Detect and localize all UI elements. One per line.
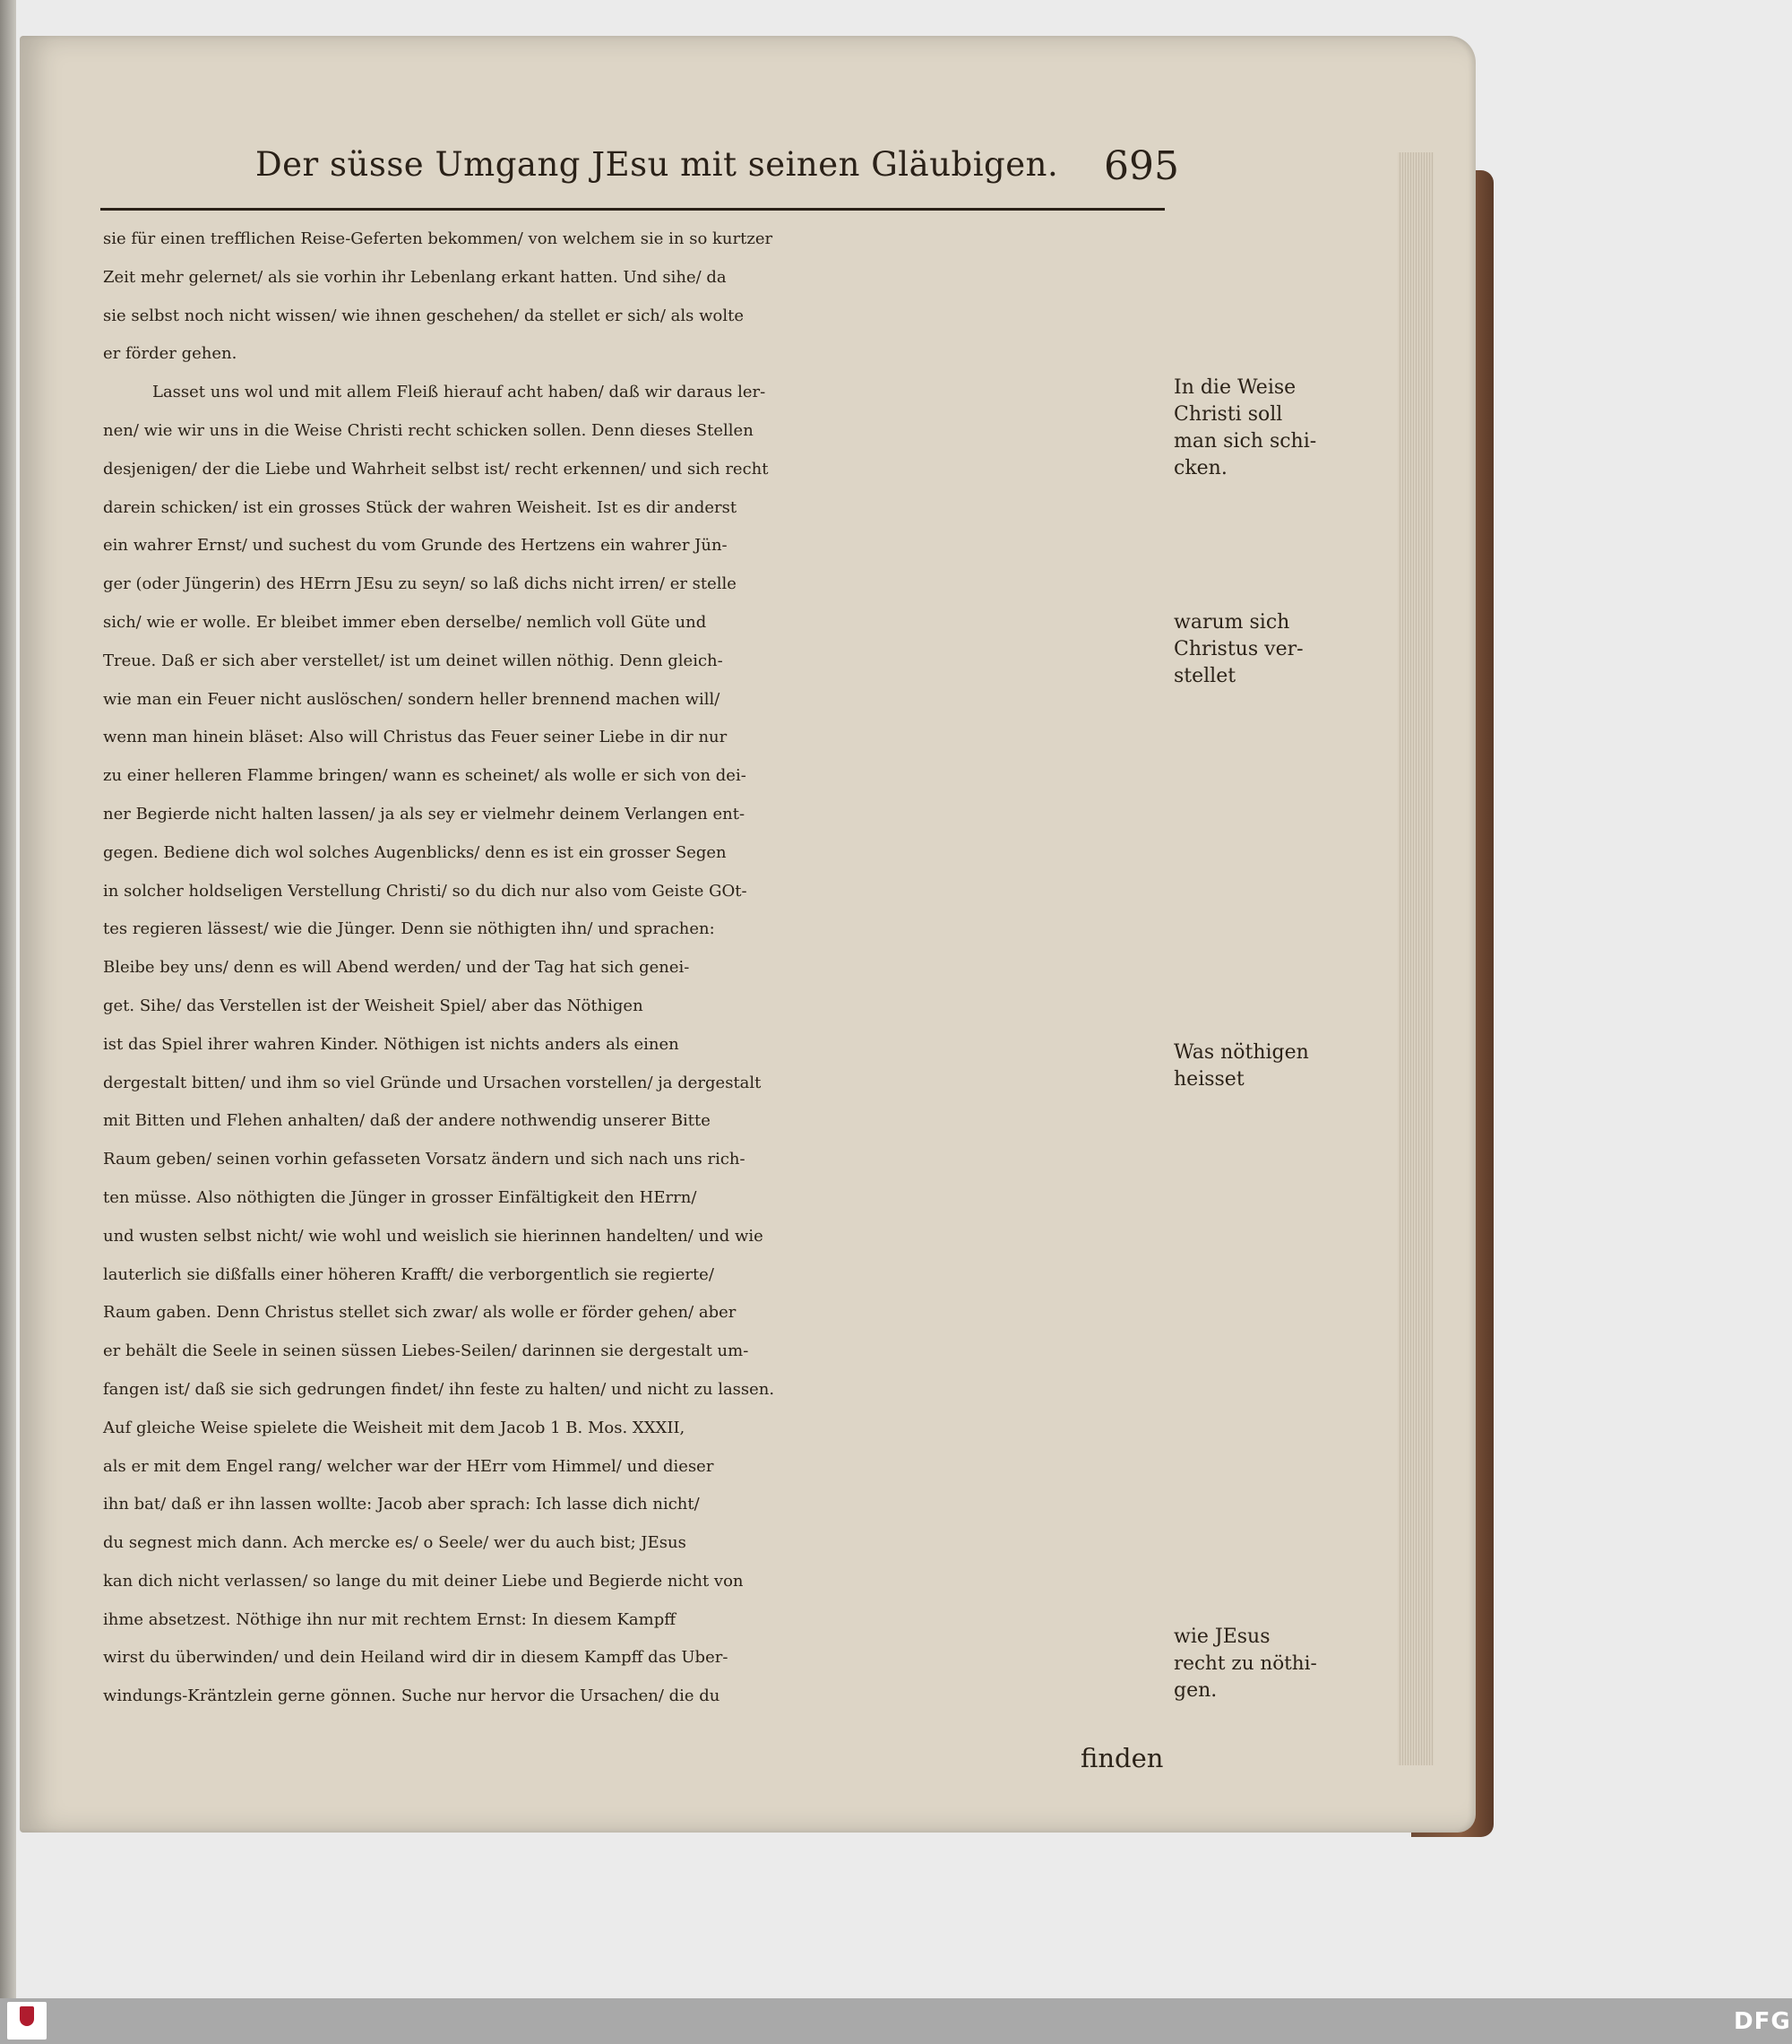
text-line: Raum geben/ seinen vorhin gefasseten Vorsatz ändern und sich nach uns rich- — [103, 1150, 745, 1169]
text-line: ihn bat/ daß er ihn lassen wollte: Jacob aber sprach: Ich lasse dich nicht/ — [103, 1495, 700, 1514]
margin-note-line: man sich schi- — [1174, 430, 1317, 453]
margin-note — [1174, 1039, 1317, 1093]
text-line: mit Bitten und Flehen anhalten/ daß der andere nothwendig unserer Bitte — [103, 1111, 711, 1131]
text-line: sich/ wie er wolle. Er bleibet immer eben derselbe/ nemlich voll Güte und — [103, 612, 707, 632]
margin-note-line: Was nöthigen — [1174, 1041, 1309, 1064]
text-line: als er mit dem Engel rang/ welcher war der HErr vom Himmel/ und dieser — [103, 1456, 714, 1476]
text-line: Zeit mehr gelernet/ als sie vorhin ihr Lebenlang erkant hatten. Und sihe/ da — [103, 267, 727, 287]
text-line: sie selbst noch nicht wissen/ wie ihnen geschehen/ da stellet er sich/ als wolte — [103, 306, 744, 325]
margin-note-line: recht zu nöthi- — [1174, 1652, 1317, 1675]
text-line: er behält die Seele in seinen süssen Liebes-Seilen/ darinnen sie dergestalt um- — [103, 1341, 749, 1361]
body-text — [103, 220, 1178, 1716]
text-line: Auf gleiche Weise spielete die Weisheit mit dem Jacob 1 B. Mos. XXXII, — [103, 1418, 685, 1437]
margin-note-line: warum sich — [1174, 611, 1290, 634]
text-line: kan dich nicht verlassen/ so lange du mit deiner Liebe und Begierde nicht von — [103, 1571, 744, 1591]
text-line: er förder gehen. — [103, 344, 237, 364]
text-line: wirst du überwinden/ und dein Heiland wird dir in diesem Kampff das Uber- — [103, 1648, 728, 1668]
text-line: windungs-Kräntzlein gerne gönnen. Suche nur hervor die Ursachen/ die du — [103, 1686, 720, 1706]
text-line: Treue. Daß er sich aber verstellet/ ist um deinet willen nöthig. Denn gleich- — [103, 651, 723, 670]
text-line: darein schicken/ ist ein grosses Stück der wahren Weisheit. Ist es dir anderst — [103, 497, 737, 517]
library-logo — [7, 2002, 47, 2040]
header-rule — [100, 208, 1165, 211]
text-line: wie man ein Feuer nicht auslöschen/ sondern heller brennend machen will/ — [103, 689, 720, 709]
catchword: finden — [1081, 1743, 1164, 1773]
text-line: ten müsse. Also nöthigten die Jünger in grosser Einfältigkeit den HErrn/ — [103, 1187, 697, 1207]
margin-note-line: wie JEsus — [1174, 1626, 1271, 1648]
text-line: ger (oder Jüngerin) des HErrn JEsu zu seyn/ so laß dichs nicht irren/ er stelle — [103, 574, 737, 594]
text-line: ihme absetzest. Nöthige ihn nur mit rechtem Ernst: In diesem Kampff — [103, 1609, 676, 1629]
viewer-footer-bar — [0, 1998, 1792, 2044]
margin-note-line: heisset — [1174, 1068, 1245, 1091]
page-edges — [1398, 152, 1434, 1765]
margin-note — [1174, 609, 1317, 690]
text-line: ein wahrer Ernst/ und suchest du vom Grunde des Hertzens ein wahrer Jün- — [103, 536, 728, 556]
margin-note-line: gen. — [1174, 1679, 1218, 1702]
text-line: fangen ist/ daß sie sich gedrungen findet/ ihn feste zu halten/ und nicht zu lassen. — [103, 1379, 775, 1399]
library-crest-icon — [20, 2006, 34, 2026]
text-line: Lasset uns wol und mit allem Fleiß hierauf acht haben/ daß wir daraus ler- — [152, 383, 766, 402]
text-line: in solcher holdseligen Verstellung Christi/ so du dich nur also vom Geiste GOt- — [103, 881, 747, 901]
book-edge — [0, 0, 16, 1998]
margin-note-line: cken. — [1174, 457, 1228, 479]
text-line: ist das Spiel ihrer wahren Kinder. Nöthigen ist nichts anders als einen — [103, 1034, 679, 1054]
text-line: ner Begierde nicht halten lassen/ ja als sey er vielmehr deinem Verlangen ent- — [103, 804, 745, 824]
margin-note-line: Christi soll — [1174, 403, 1283, 426]
text-line: desjenigen/ der die Liebe und Wahrheit selbst ist/ recht erkennen/ und sich recht — [103, 459, 769, 479]
margin-note-line: In die Weise — [1174, 376, 1297, 399]
dfg-logo: DFG — [1734, 2008, 1791, 2035]
text-line: sie für einen trefflichen Reise-Geferten bekommen/ von welchem sie in so kurtzer — [103, 229, 773, 248]
text-line: und wusten selbst nicht/ wie wohl und weislich sie hierinnen handelten/ und wie — [103, 1226, 763, 1246]
page-number: 695 — [1104, 143, 1179, 189]
margin-note-line: Christus ver- — [1174, 638, 1304, 660]
text-line: wenn man hinein bläset: Also will Christus das Feuer seiner Liebe in dir nur — [103, 728, 728, 747]
margin-note — [1174, 375, 1317, 482]
text-line: tes regieren lässest/ wie die Jünger. Denn sie nöthigten ihn/ und sprachen: — [103, 919, 715, 939]
text-line: nen/ wie wir uns in die Weise Christi recht schicken sollen. Denn dieses Stellen — [103, 420, 754, 440]
running-title: Der süsse Umgang JEsu mit seinen Gläubigen. — [255, 145, 1059, 184]
text-line: Bleibe bey uns/ denn es will Abend werden/ und der Tag hat sich genei- — [103, 958, 690, 978]
text-line: get. Sihe/ das Verstellen ist der Weisheit Spiel/ aber das Nöthigen — [103, 996, 643, 1015]
text-line: lauterlich sie dißfalls einer höheren Krafft/ die verborgentlich sie regierte/ — [103, 1264, 714, 1284]
margin-note — [1174, 1624, 1317, 1704]
text-line: dergestalt bitten/ und ihm so viel Gründe und Ursachen vorstellen/ ja dergestalt — [103, 1073, 762, 1092]
text-line: zu einer helleren Flamme bringen/ wann es scheinet/ als wolle er sich von dei- — [103, 766, 746, 786]
text-line: Raum gaben. Denn Christus stellet sich zwar/ als wolle er förder gehen/ aber — [103, 1303, 737, 1323]
text-line: du segnest mich dann. Ach mercke es/ o Seele/ wer du auch bist; JEsus — [103, 1533, 686, 1553]
margin-note-line: stellet — [1174, 665, 1236, 687]
text-line: gegen. Bediene dich wol solches Augenblicks/ denn es ist ein grosser Segen — [103, 842, 727, 862]
